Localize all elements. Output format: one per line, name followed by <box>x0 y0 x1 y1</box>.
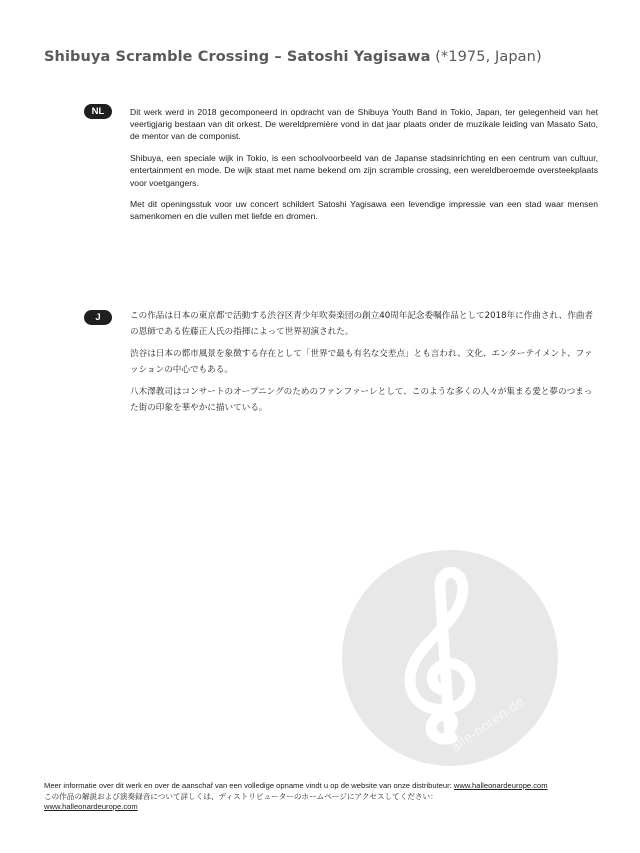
paragraph: Met dit openingsstuk voor uw concert schildert Satoshi Yagisawa een levendige impressie van een stad waar mensen samenkomen en die vullen met liefde en dromen. <box>130 199 598 222</box>
paragraph: Dit werk werd in 2018 gecomponeerd in opdracht van de Shibuya Youth Band in Tokio, Japan, ter gelegenheid van het veertigjarig bestaan van dit orkest. De wereldpremière vond in dat jaar plaats onder de muzikale leiding van Masato Sato, de mentor van de componist. <box>130 107 598 142</box>
language-badge-j: J <box>84 310 112 325</box>
footer-link-j[interactable]: www.halleonardeurope.com <box>44 802 138 811</box>
paragraph: 八木澤教司はコンサートのオープニングのためのファンファーレとして、このような多くの人々が集まる愛と夢のつまった街の印象を華やかに描いている。 <box>130 387 593 413</box>
footer-line-j-link <box>44 802 604 813</box>
title-text: Shibuya Scramble Crossing – Satoshi Yagisawa <box>44 49 431 65</box>
paragraph: Shibuya, een speciale wijk in Tokio, is een schoolvoorbeeld van de Japanse stadsinrichting en een centrum van cultuur, entertainment en mode. De wijk staat met name bekend om zijn scramble crossing, een wereldberoemde oversteekplaats voor voetgangers. <box>130 153 598 188</box>
footer <box>44 781 604 813</box>
paragraph: この作品は日本の東京都で活動する渋谷区青少年吹奏楽団の創立40周年記念委嘱作品として2018年に作曲され、作曲者の恩師である佐藤正人氏の指揮によって世界初演された。 <box>130 311 594 337</box>
footer-link-nl[interactable]: www.halleonardeurope.com <box>453 781 548 790</box>
page-title <box>44 49 604 65</box>
footer-text-nl: Meer informatie over dit werk en over de aanschaf van een volledige opname vindt u op de website van onze distributeur: <box>44 781 454 790</box>
language-badge-nl: NL <box>84 104 112 119</box>
text-block-j <box>130 309 598 423</box>
text-block-nl <box>130 106 598 232</box>
title-year: (*1975, Japan) <box>430 49 542 65</box>
footer-line-nl <box>44 781 604 792</box>
watermark <box>340 548 560 768</box>
watermark-text: alle-noten.de <box>448 694 528 756</box>
paragraph: 渋谷は日本の都市風景を象徴する存在として「世界で最も有名な交差点」とも言われ、文化、エンターテイメント、ファッションの中心でもある。 <box>130 349 593 375</box>
footer-text-j: この作品の解説および演奏録音について詳しくは、ディストリビューターのホームページにアクセスしてください： <box>44 791 438 801</box>
treble-clef-icon <box>340 548 560 768</box>
